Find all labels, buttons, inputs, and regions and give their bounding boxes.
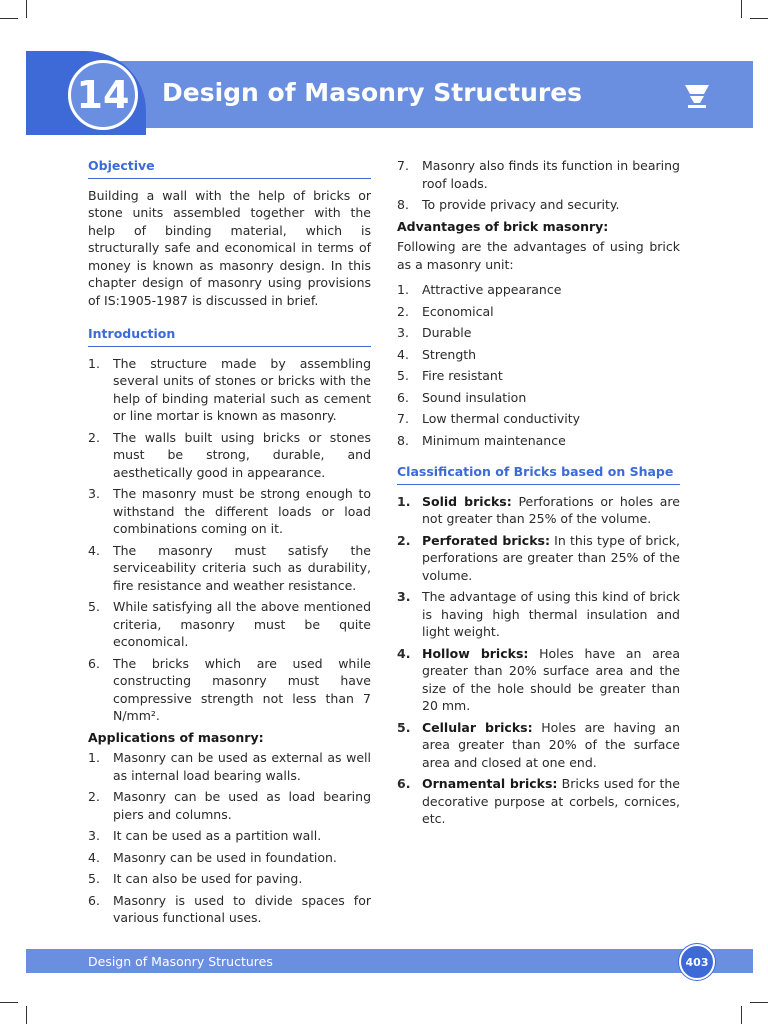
list-item — [397, 645, 680, 715]
list-item — [88, 788, 371, 823]
advantages-intro: Following are the advantages of using brick as a masonry unit: — [397, 239, 680, 272]
list-item — [397, 719, 680, 772]
list-number: 2. — [397, 303, 409, 319]
list-text: Holes are having an area greater than 20% of the surface area and closed at one end. — [422, 719, 680, 770]
crop-mark — [750, 18, 768, 19]
introduction-list — [88, 355, 371, 725]
list-item — [397, 432, 680, 450]
list-number: 7. — [397, 411, 409, 426]
list-text: Masonry can be used as external as well as internal load bearing walls. — [113, 750, 371, 783]
list-term: Perforated bricks: — [422, 532, 550, 548]
list-text: While satisfying all the above mentioned criteria, masonry must be quite economical. — [113, 599, 371, 649]
crop-mark — [0, 18, 18, 19]
list-text: Bricks used for the decorative purpose at corbels, cornices, etc. — [422, 776, 681, 826]
list-number: 1. — [397, 282, 409, 297]
list-item — [88, 827, 371, 845]
list-text: Minimum maintenance — [422, 432, 566, 448]
objective-text: Building a wall with the help of bricks or stone units assembled together with the help of binding material, which is structurally safe and economical in terms of money is known as masonry design. In this chapter design of masonry using provisions of IS:1905-1987 is discussed in brief. — [88, 187, 371, 308]
list-number: 1. — [397, 493, 411, 509]
list-text: Fire resistant — [422, 368, 503, 383]
list-item — [397, 157, 680, 192]
list-text: Holes have an area greater than 20% surface area and the size of the hole should be greater than 20 mm. — [422, 645, 680, 713]
crop-mark — [26, 1006, 27, 1024]
list-number: 6. — [397, 389, 409, 405]
brand-logo-icon — [684, 83, 710, 109]
list-text: Low thermal conductivity — [422, 411, 581, 426]
list-text: Masonry is used to divide spaces for various functional uses. — [113, 892, 371, 925]
list-number: 3. — [88, 828, 100, 843]
list-text: Masonry also finds its function in bearing roof loads. — [422, 158, 680, 191]
list-item — [88, 655, 371, 725]
classification-heading: Classification of Bricks based on Shape — [397, 463, 680, 485]
list-number: 6. — [88, 655, 100, 671]
list-number: 4. — [397, 645, 411, 661]
list-number: 2. — [397, 532, 411, 548]
list-item — [397, 281, 680, 299]
list-number: 5. — [397, 368, 409, 383]
crop-mark — [741, 0, 742, 18]
list-text: The masonry must be strong enough to withstand the different loads or load combinations coming on it. — [113, 486, 371, 536]
applications-list-continued — [397, 157, 680, 214]
list-text: Sound insulation — [422, 389, 527, 405]
list-number: 4. — [88, 849, 100, 865]
list-number: 8. — [397, 197, 409, 212]
list-number: 2. — [88, 789, 100, 804]
introduction-heading: Introduction — [88, 325, 371, 347]
left-column — [88, 157, 371, 931]
list-item — [88, 892, 371, 927]
list-item — [397, 367, 680, 385]
list-text: Economical — [422, 303, 494, 319]
list-item — [88, 429, 371, 482]
list-item — [397, 493, 680, 528]
list-item — [397, 303, 680, 321]
list-text: The advantage of using this kind of brick is having high thermal insulation and light weight. — [422, 589, 680, 639]
list-text: It can also be used for paving. — [113, 871, 303, 886]
list-number: 3. — [88, 486, 100, 501]
list-number: 6. — [397, 776, 411, 791]
list-term: Cellular bricks: — [422, 719, 533, 735]
list-number: 3. — [397, 589, 411, 604]
list-number: 7. — [397, 158, 409, 173]
list-text: Masonry can be used as load bearing piers and columns. — [113, 789, 371, 822]
list-number: 6. — [88, 892, 100, 908]
applications-list — [88, 749, 371, 927]
list-term: Ornamental bricks: — [422, 776, 558, 791]
objective-heading: Objective — [88, 157, 371, 179]
list-number: 5. — [397, 719, 411, 735]
crop-mark — [741, 1006, 742, 1024]
list-text: Perforations or holes are not greater than 25% of the volume. — [422, 493, 680, 526]
advantages-list — [397, 281, 680, 449]
list-item — [88, 355, 371, 425]
list-number: 5. — [88, 871, 100, 886]
list-text: Masonry can be used in foundation. — [113, 849, 337, 865]
list-number: 4. — [397, 346, 409, 362]
advantages-heading: Advantages of brick masonry: — [397, 218, 609, 234]
list-item — [397, 346, 680, 364]
list-item — [88, 849, 371, 867]
list-number: 4. — [88, 542, 100, 558]
footer-running-title: Design of Masonry Structures — [88, 954, 273, 969]
chapter-number: 14 — [68, 60, 138, 130]
list-text: The structure made by assembling several units of stones or bricks with the help of binding material such as cement or line mortar is known as masonry. — [113, 355, 371, 423]
list-item — [397, 196, 680, 214]
right-column — [397, 157, 680, 832]
list-item — [397, 410, 680, 428]
list-number: 8. — [397, 432, 409, 448]
page-number: 403 — [679, 944, 715, 980]
list-text: It can be used as a partition wall. — [113, 828, 322, 843]
list-text: The masonry must satisfy the serviceability criteria such as durability, fire resistance and weather resistance. — [113, 542, 371, 593]
list-term: Hollow bricks: — [422, 645, 529, 661]
classification-list — [397, 493, 680, 828]
list-item — [88, 485, 371, 538]
list-item — [88, 870, 371, 888]
list-number: 1. — [88, 355, 100, 371]
list-item — [88, 542, 371, 595]
list-item — [88, 749, 371, 784]
applications-heading: Applications of masonry: — [88, 729, 264, 745]
list-item — [397, 588, 680, 641]
list-text: Strength — [422, 346, 477, 362]
list-text: In this type of brick, perforations are greater than 25% of the volume. — [422, 532, 680, 583]
crop-mark — [0, 1002, 18, 1003]
list-term: Solid bricks: — [422, 493, 512, 509]
list-text: To provide privacy and security. — [422, 197, 620, 212]
list-number: 2. — [88, 429, 100, 445]
list-number: 5. — [88, 599, 100, 614]
list-item — [397, 775, 680, 828]
list-text: Durable — [422, 325, 472, 340]
list-number: 1. — [88, 750, 100, 765]
crop-mark — [750, 1002, 768, 1003]
list-text: The bricks which are used while constructing masonry must have compressive strength not less than 7 N/mm². — [113, 655, 371, 723]
chapter-title: Design of Masonry Structures — [162, 78, 583, 107]
list-text: The walls built using bricks or stones must be strong, durable, and aesthetically good in appearance. — [113, 429, 371, 480]
list-text: Attractive appearance — [422, 282, 562, 297]
crop-mark — [26, 0, 27, 18]
list-number: 3. — [397, 325, 409, 340]
list-item — [397, 389, 680, 407]
list-item — [397, 324, 680, 342]
list-item — [88, 598, 371, 651]
list-item — [397, 532, 680, 585]
